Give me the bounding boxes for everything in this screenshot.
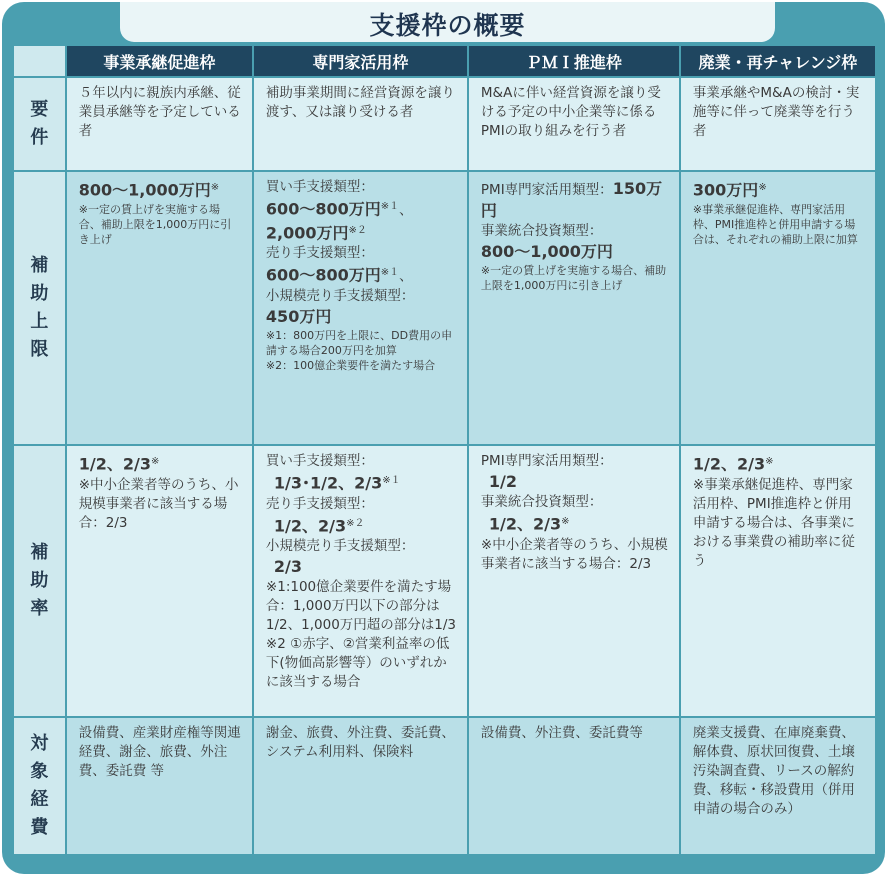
column-header-expert: 専門家活用枠 (254, 46, 467, 76)
footnote-mark: ※１ (382, 475, 401, 486)
column-header-pmi: ＰＭＩ推進枠 (469, 46, 679, 76)
rate-succession (67, 446, 252, 716)
cap-amount: 800～1,000万円 (78, 180, 211, 200)
row-header-rate: 補 助 率 (14, 446, 65, 716)
row-header-expenses: 対 象 経 費 (14, 718, 65, 854)
row-header-requirements: 要 件 (14, 78, 65, 170)
rate-closure (681, 446, 875, 716)
sell-amount: 600～800万円 (265, 265, 381, 285)
buy-rate: 1/3･1/2、2/3 (273, 473, 383, 493)
buy-amount-2: 2,000万円 (265, 223, 349, 242)
row-header-cap: 補 助 上 限 (14, 172, 65, 444)
buy-amount-1: 600～800万円 (265, 199, 381, 219)
rate-note-2: ※2 ①赤字、②営業利益率の低下(物価高影響等）のいずれかに該当する場合 (265, 636, 450, 690)
column-header-succession: 事業承継促進枠 (67, 46, 252, 76)
expenses-succession: 設備費、産業財産権等関連経費、謝金、旅費、外注費、委託費 等 (67, 718, 252, 854)
pmi-rate: 1/2 (488, 472, 518, 491)
footnote-mark: ※ (765, 456, 774, 467)
sell-rate: 1/2、2/3 (273, 516, 347, 535)
small-seller-label: 小規模売り手支援類型： (265, 538, 415, 554)
buy-label: 買い手支援類型： (265, 179, 374, 195)
rate-note: ※中小企業者等のうち、小規模事業者に該当する場合：2/3 (480, 536, 668, 572)
rate-value: 1/2、2/3 (78, 454, 151, 474)
rate-note: ※事業承継促進枠、専門家活用枠、PMI推進枠と併用申請する場合は、各事業における事業費の補助率に従う (692, 476, 855, 569)
requirements-succession: ５年以内に親族内承継、従業員承継等を予定している者 (67, 78, 252, 170)
requirements-closure: 事業承継やM&Aの検討・実施等に伴って廃業等を行う者 (681, 78, 875, 170)
footnote-mark: ※ (210, 182, 220, 193)
footnote-mark: ※ (150, 456, 160, 467)
expenses-expert: 謝金、旅費、外注費、委託費、システム利用料、保険料 (254, 718, 467, 854)
footnote-mark: ※２ (346, 517, 365, 529)
corner-cell (14, 46, 65, 76)
support-table (12, 44, 877, 856)
footnote-mark: ※１ (380, 267, 400, 278)
footnote-mark: ※２ (348, 224, 367, 236)
investment-amount: 800～1,000万円 (480, 242, 613, 261)
investment-label: 事業統合投資類型： (480, 223, 603, 239)
rate-pmi (469, 446, 679, 716)
buy-label: 買い手支援類型： (265, 453, 374, 469)
cap-succession (67, 172, 252, 444)
footnote-mark: ※１ (380, 201, 400, 212)
expenses-pmi: 設備費、外注費、委託費等 (469, 718, 679, 854)
cap-note: ※一定の賃上げを実施する場合、補助上限を1,000万円に引き上げ (78, 202, 232, 246)
rate-value: 1/2、2/3 (692, 454, 766, 474)
cap-note-2: ※2：100億企業要件を満たす場合 (265, 358, 436, 372)
small-seller-label: 小規模売り手支援類型： (265, 287, 415, 304)
cap-closure (681, 172, 875, 444)
pmi-label: PMI専門家活用類型： (480, 453, 613, 469)
investment-rate: 1/2、2/3 (488, 514, 562, 534)
requirements-expert: 補助事業期間に経営資源を譲り渡す、又は譲り受ける者 (254, 78, 467, 170)
sell-label: 売り手支援類型： (265, 495, 374, 512)
cap-amount: 300万円 (692, 180, 759, 200)
small-seller-amount: 450万円 (265, 306, 332, 326)
cap-expert: 買い手支援類型： 600～800万円$^{※1}$、 2,000万円$^{※2}$ 売り手支援類型： 600～800万円$^{※1}$、 小規模売り手支援類型： 450万円 ※1：800万円を上限に、DD費用の申請する場合200万円を加算 ※2：100億企業要件を満たす場合 (254, 172, 467, 444)
footnote-mark: ※ (561, 516, 570, 527)
pmi-label: PMI専門家活用類型： (480, 182, 613, 198)
cap-note: ※一定の賃上げを実施する場合、補助上限を1,000万円に引き上げ (480, 264, 667, 292)
cap-note: ※事業承継促進枠、専門家活用枠、PMI推進枠と併用申請する場合は、それぞれの補助上限に加算 (692, 202, 858, 246)
expenses-closure: 廃業支援費、在庫廃棄費、解体費、原状回復費、土壌汚染調査費、リースの解約費、移転・移設費用（併用申請の場合のみ） (681, 718, 875, 854)
page-title: 支援枠の概要 (369, 11, 526, 40)
pmi-amount: 150万円 (480, 179, 663, 220)
cap-pmi (469, 172, 679, 444)
rate-note-1: ※1:100億企業要件を満たす場合：1,000万円以下の部分は1/2、1,000万円超の部分は1/3 (265, 579, 457, 633)
column-header-closure: 廃業・再チャレンジ枠 (681, 46, 875, 76)
footnote-mark: ※ (758, 182, 767, 193)
rate-note: ※中小企業者等のうち、小規模事業者に該当する場合：2/3 (78, 476, 239, 531)
investment-label: 事業統合投資類型： (480, 494, 603, 510)
cap-note-1: ※1：800万円を上限に、DD費用の申請する場合200万円を加算 (265, 328, 453, 357)
sell-label: 売り手支援類型： (265, 245, 374, 261)
requirements-pmi: M&Aに伴い経営資源を譲り受ける予定の中小企業等に係るPMIの取り組みを行う者 (469, 78, 679, 170)
rate-expert (254, 446, 467, 716)
small-seller-rate: 2/3 (273, 557, 303, 576)
